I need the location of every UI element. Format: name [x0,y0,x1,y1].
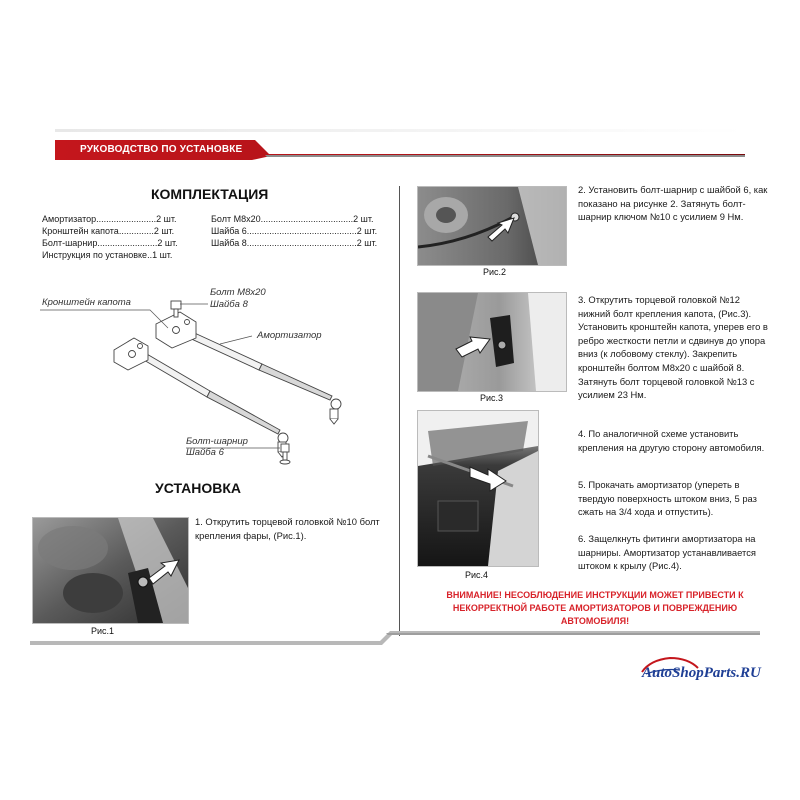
label-bolt: Болт М8х20 [210,287,266,298]
label-washer8: Шайба 8 [210,299,248,310]
step1-text: 1. Открутить торцевой головкой №10 болт крепления фары, (Рис.1). [195,516,380,541]
kit-item: Шайба 6............................................2 шт. [211,226,378,236]
kit-item: Болт М8х20.....................................2 шт. [211,214,374,224]
header-top-line [55,129,745,132]
header-title: РУКОВОДСТВО ПО УСТАНОВКЕ [80,144,243,155]
brand-logo: AutoShopParts.RU [642,665,761,681]
kit-item: Болт-шарнир........................2 шт. [42,238,178,248]
kit-item: Шайба 8............................................2 шт. [211,238,378,248]
kit-list-left [42,213,178,261]
install-title: УСТАНОВКА [155,480,242,496]
photo-fig4 [417,410,539,567]
photo-fig2 [417,186,567,266]
caption-fig3: Рис.3 [480,393,504,403]
kit-item: Инструкция по установке..1 шт. [42,250,173,260]
step2-text: 2. Установить болт-шарнир с шайбой 6, как показано на рисунке 2. Затянуть болт-шарнир ключом №10 с усилием 9 Нм. [578,184,768,223]
hood-bracket-lower [114,338,148,370]
warning-text: ВНИМАНИЕ! НЕСОБЛЮДЕНИЕ ИНСТРУКЦИИ МОЖЕТ ПРИВЕСТИ К НЕКОРРЕКТНОЙ РАБОТЕ АМОРТИЗАТОРОВ И ПОВРЕЖДЕНИЮ АВТОМОБИЛЯ! [446,590,744,626]
caption-fig2: Рис.2 [483,267,507,277]
kit-item: Кронштейн капота..............2 шт. [42,226,175,236]
caption-fig4: Рис.4 [465,570,489,580]
label-hinge-bolt: Болт-шарнир [186,436,248,447]
step3-text: 3. Открутить торцевой головкой №12 нижний болт крепления капота, (Рис.3). Установить кронштейн капота, уперев его в ребро жесткости петли и сдвинув до упора вниз (к лобовому стеклу). Закрепить кронштейн болтом М8х20 с шайбой 8. Затянуть болт торцевой головкой №13 с усилием 23 Нм. [578,294,768,401]
hood-bracket-upper [156,301,196,348]
column-divider [399,186,400,636]
kit-title: КОМПЛЕКТАЦИЯ [151,186,269,202]
label-washer6: Шайба 6 [186,447,224,458]
gas-strut-upper [185,330,341,424]
step5-text: 5. Прокачать амортизатор (упереть в твердую поверхность штоком вниз, 5 раз сжать на 3/4 хода и отпустить). [578,479,757,518]
kit-item: Амортизатор........................2 шт. [42,214,177,224]
label-bracket: Кронштейн капота [42,297,131,308]
footer-band [30,629,760,651]
step4-text: 4. По аналогичной схеме установить крепления на другую сторону автомобиля. [578,428,765,453]
caption-fig1: Рис.1 [91,626,115,636]
label-strut: Амортизатор [257,330,322,341]
photo-fig1 [32,517,189,624]
kit-list-right [211,213,377,249]
photo-fig3 [417,292,567,392]
step6-text: 6. Защелкнуть фитинги амортизатора на шарниры. Амортизатор устанавливается штоком к крылу (Рис.4). [578,533,756,572]
